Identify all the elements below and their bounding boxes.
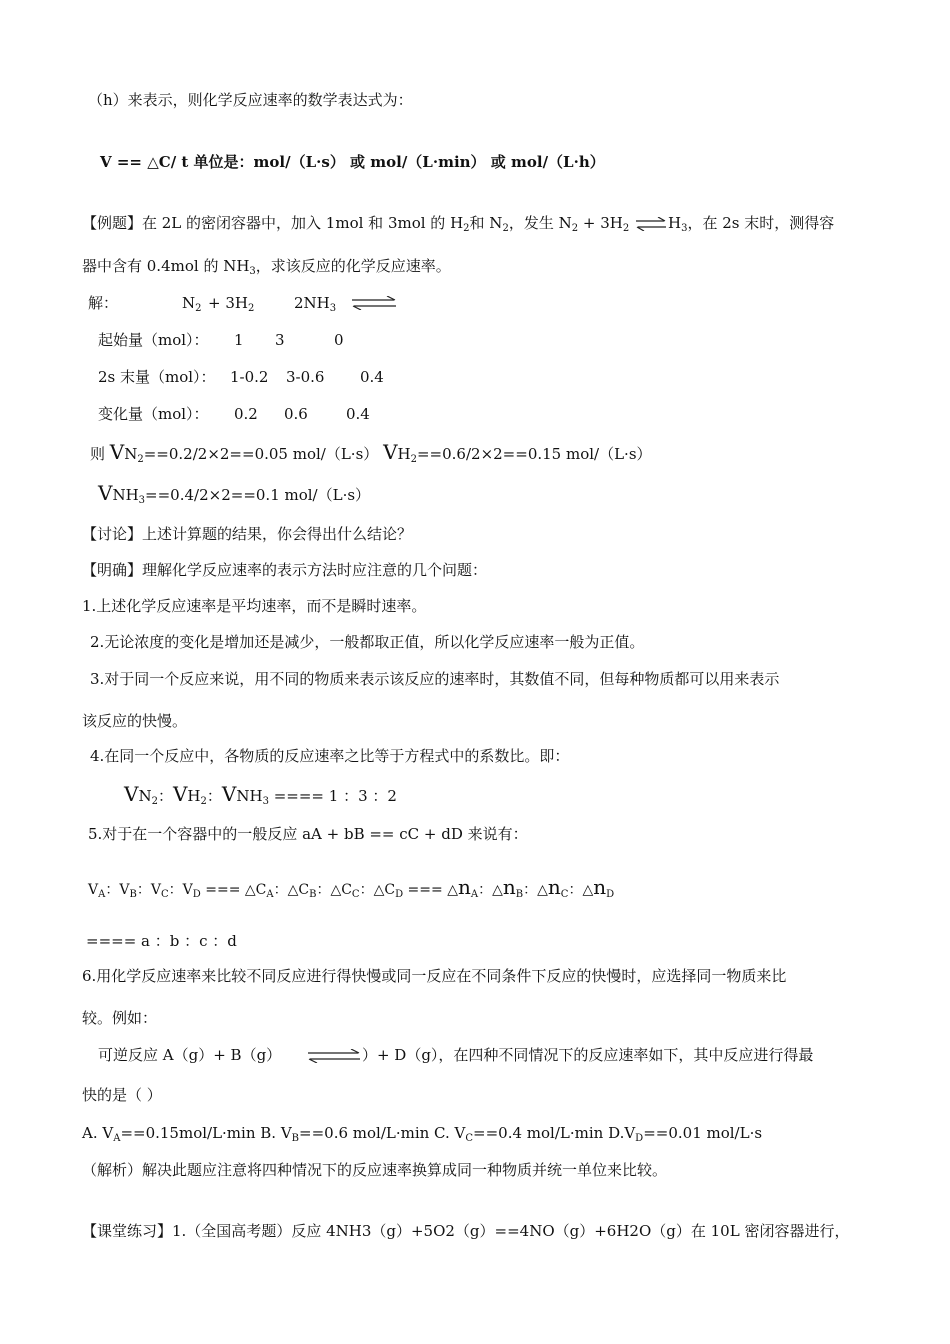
sub: 2 (410, 454, 417, 465)
t: 较。例如： (82, 1009, 158, 1027)
t: + 3H (578, 214, 623, 232)
t: 2.无论浓度的变化是增加还是减少，一般都取正值，所以化学反应速率一般为正值。 (90, 633, 645, 651)
sub: 2 (571, 223, 579, 234)
t: 2s 末量（mol）： (98, 368, 216, 386)
t: 3.对于同一个反应来说，用不同的物质来表示该反应的速率时，其数值不同，但每种物质都可以用来表示 (90, 670, 780, 688)
sub: D (192, 889, 201, 900)
t: 0.6 (284, 405, 308, 423)
t: △ (582, 882, 594, 898)
t: V (124, 782, 139, 806)
t: V (172, 782, 188, 806)
sub: 3 (138, 495, 146, 506)
t: N (124, 445, 138, 463)
t: ==0.4 mol/L·min D.V (473, 1124, 636, 1142)
t: 起始量（mol）： (98, 331, 209, 349)
t: 该反应的快慢。 (82, 712, 188, 730)
t: △C (373, 882, 396, 898)
t: V (383, 440, 398, 464)
t: 则 (90, 445, 110, 463)
point-3-cont (82, 711, 187, 731)
t: NH (236, 787, 263, 805)
sub: A (113, 1133, 121, 1144)
ratio-line (124, 784, 397, 806)
practice (82, 1221, 849, 1241)
eq-part (208, 293, 254, 313)
sub: 2 (247, 303, 255, 314)
sub: D (395, 889, 404, 900)
text-line (82, 256, 451, 276)
sub: D (635, 1133, 644, 1144)
rate-line-1 (90, 442, 652, 464)
t: 3 (275, 331, 285, 349)
general-ratio (88, 877, 614, 900)
sub: B (515, 889, 524, 900)
point-6 (82, 966, 786, 986)
t: 解： (88, 294, 119, 312)
t: n (547, 875, 561, 899)
t: ： (478, 882, 493, 898)
sub: C (465, 1133, 474, 1144)
t: 【明确】理解化学反应速率的表示方法时应注意的几个问题： (82, 561, 488, 579)
t: （解析）解决此题应注意将四种情况下的反应速率换算成同一种物质并统一单位来比较。 (82, 1161, 668, 1179)
sub: B (129, 889, 137, 900)
sub: 3 (262, 796, 269, 807)
sub: C (351, 889, 360, 900)
t: V (150, 882, 161, 898)
t: 可逆反应 A（g）+ B（g） (98, 1046, 282, 1064)
discussion (82, 524, 412, 544)
t: === (200, 882, 245, 898)
t: 0.4 (346, 405, 370, 423)
t: ，求该反应的化学反应速率。 (255, 257, 451, 275)
sub: 2 (200, 796, 207, 807)
sub: 2 (502, 223, 509, 234)
sub: B (309, 889, 317, 900)
t: 4.在同一个反应中，各物质的反应速率之比等于方程式中的系数比。即： (90, 747, 570, 765)
sub: A (266, 889, 274, 900)
t: 1.上述化学反应速率是平均速率，而不是瞬时速率。 (82, 597, 427, 615)
point-6-cont (82, 1008, 157, 1028)
start-row (98, 330, 344, 350)
options-line (82, 1123, 762, 1143)
clarify (82, 560, 487, 580)
t: H (667, 214, 682, 232)
sub: 3 (249, 266, 256, 277)
reversible-cont (82, 1085, 162, 1105)
point-1 (82, 596, 426, 616)
t: ==0.01 mol/L·s (643, 1124, 763, 1142)
t: △ (492, 882, 503, 898)
t: 3-0.6 (286, 368, 325, 386)
t: ： (316, 882, 331, 898)
t: ： (568, 882, 583, 898)
t: 器中含有 0.4mol 的 NH (82, 257, 250, 275)
t: 1-0.2 (230, 368, 269, 386)
t: V (182, 882, 193, 898)
end-row (98, 367, 384, 387)
rate-formula (100, 152, 605, 172)
t: n (457, 875, 471, 899)
sub: A (98, 889, 106, 900)
t: H (187, 787, 201, 805)
t: ==0.6 mol/L·min C. V (299, 1124, 466, 1142)
sub: C (160, 889, 169, 900)
eq-part (294, 293, 336, 313)
t: 快的是（ ） (82, 1086, 162, 1104)
t: ： (273, 882, 288, 898)
t: NH (112, 486, 139, 504)
equilibrium-arrow-icon (350, 296, 398, 310)
t: △C (244, 882, 267, 898)
t: ）+ D（g），在四种不同情况下的反应速率如下，其中反应进行得最 (361, 1046, 814, 1064)
t: ，发生 N (508, 214, 572, 232)
line-text: （h）来表示，则化学反应速率的数学表达式为： (88, 91, 413, 109)
t: △C (330, 882, 352, 898)
t: ==0.2/2×2==0.05 mol/（L·s） (143, 445, 379, 463)
t: ： (157, 787, 173, 805)
sub: 2 (622, 223, 630, 234)
t: 0 (334, 331, 344, 349)
sub: 2 (463, 223, 470, 234)
t: 变化量（mol）： (98, 405, 209, 423)
change-row (98, 404, 370, 424)
sub: D (606, 889, 615, 900)
t: 【讨论】上述计算题的结果，你会得出什么结论？ (82, 525, 413, 543)
t: === (403, 882, 448, 898)
t: ： (359, 882, 374, 898)
t: 【课堂练习】1.（全国高考题）反应 4NH3（g）+5O2（g）==4NO（g）+6H2O（g）在 10L 密闭容器进行， (82, 1222, 850, 1240)
t: ： (206, 787, 222, 805)
t: V (98, 481, 113, 505)
sub: 2 (137, 454, 144, 465)
t: H (397, 445, 411, 463)
reversible-line (98, 1045, 813, 1065)
t: V (109, 440, 125, 464)
t: 0.4 (360, 368, 384, 386)
t: ： (523, 882, 538, 898)
t: 2NH (294, 294, 330, 312)
t: V (88, 882, 99, 898)
equilibrium-arrow-icon (306, 1049, 362, 1063)
t: A. V (82, 1124, 114, 1142)
t: 5.对于在一个容器中的一般反应 aA + bB == cC + dD 来说有： (88, 825, 528, 843)
t: △C (287, 882, 310, 898)
equilibrium-arrow-icon (634, 217, 668, 231)
rate-line-2 (98, 483, 370, 505)
t: n (593, 875, 607, 899)
t: ==0.6/2×2==0.15 mol/（L·s） (416, 445, 652, 463)
analysis (82, 1160, 667, 1180)
t: ==== 1 ：3 ：2 (268, 787, 397, 805)
t: ： (136, 882, 151, 898)
point-2 (90, 632, 644, 652)
t: 【例题】在 2L 的密闭容器中，加入 1mol 和 3mol 的 H (82, 214, 464, 232)
line-text: V == △C/ t 单位是：mol/（L·s） 或 mol/（L·min） 或 mol/（L·h） (100, 153, 605, 171)
point-4 (90, 746, 569, 766)
t: ： (168, 882, 183, 898)
solution-equation (88, 293, 337, 314)
example-line (82, 213, 834, 233)
sub: 3 (329, 303, 337, 314)
t: 6.用化学反应速率来比较不同反应进行得快慢或同一反应在不同条件下反应的快慢时，应选择同一物质来比 (82, 967, 787, 985)
t: ==0.4/2×2==0.1 mol/（L·s） (145, 486, 371, 504)
t: ，在 2s 末时，测得容 (687, 214, 835, 232)
sub: 2 (195, 303, 202, 314)
sub: 3 (681, 223, 688, 234)
sub: B (291, 1133, 300, 1144)
t: ==== a ：b ：c ：d (86, 932, 237, 950)
general-ratio-tail (86, 931, 237, 951)
t: 和 N (469, 214, 503, 232)
t: N (138, 787, 152, 805)
t: 0.2 (234, 405, 258, 423)
t: N (182, 294, 196, 312)
t: n (502, 875, 516, 899)
sub: A (470, 889, 479, 900)
t: V (221, 782, 237, 806)
sub: 2 (151, 796, 158, 807)
point-5 (88, 824, 528, 844)
t: V (119, 882, 130, 898)
eq-part (182, 293, 202, 313)
t: △ (447, 882, 458, 898)
t: 1 (234, 331, 244, 349)
t: + 3H (208, 294, 248, 312)
sub: C (560, 889, 569, 900)
text-line (88, 90, 413, 110)
t: △ (537, 882, 548, 898)
t: ： (105, 882, 120, 898)
t: ==0.15mol/L·min B. V (120, 1124, 292, 1142)
point-3 (90, 669, 779, 689)
